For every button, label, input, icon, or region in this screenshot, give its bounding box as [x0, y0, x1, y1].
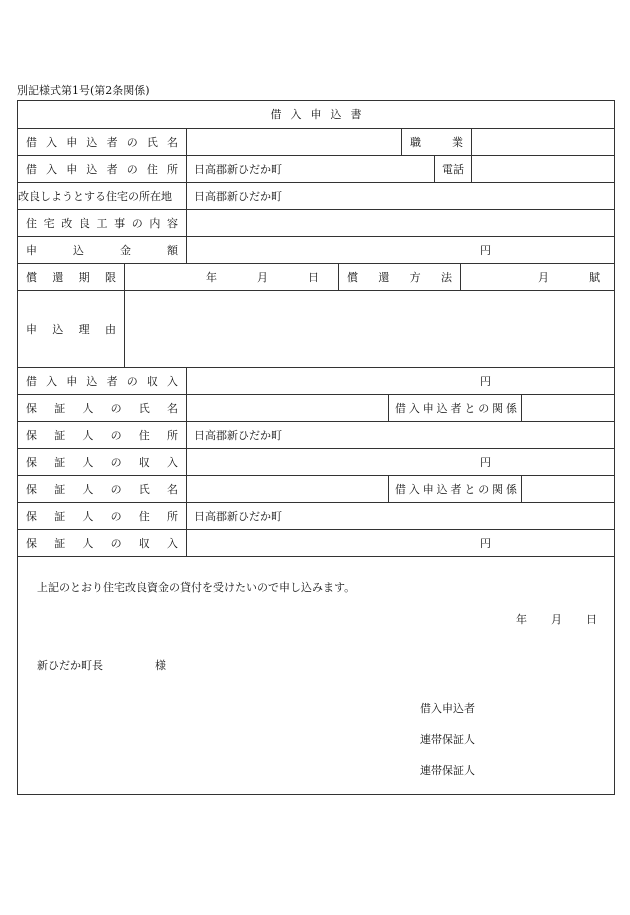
guarantor-2-relation-field[interactable] [521, 476, 614, 502]
guarantor-1-name-row [18, 394, 614, 421]
guarantor-2-name-label: 保 証 人 の 氏 名 [26, 483, 178, 496]
guarantor-2-address-label: 保 証 人 の 住 所 [26, 510, 178, 523]
guarantor-1-income-field[interactable]: 円 [186, 449, 614, 475]
guarantor-1-address-row [18, 421, 614, 448]
reason-row [18, 290, 614, 367]
signatory-guarantor-2: 連帯保証人 [420, 764, 475, 777]
signatory-applicant: 借入申込者 [420, 702, 475, 715]
applicant-address-row [18, 155, 614, 182]
mayor-addressee: 新ひだか町長 [37, 659, 103, 672]
signatory-guarantor-1: 連帯保証人 [420, 733, 475, 746]
repay-method-label: 償 還 方 法 [338, 264, 460, 290]
guarantor-2-income-field[interactable]: 円 [186, 530, 614, 556]
repay-period-label: 償 還 期 限 [26, 271, 116, 284]
guarantor-1-relation-label: 借 入 申 込 者 と の 関 係 [388, 395, 521, 421]
reason-field[interactable] [124, 291, 614, 367]
amount-field[interactable]: 円 [186, 237, 614, 263]
applicant-address-label: 借 入 申 込 者 の 住 所 [26, 163, 178, 176]
work-content-field[interactable] [186, 210, 614, 236]
guarantor-2-relation-label: 借 入 申 込 者 と の 関 係 [388, 476, 521, 502]
guarantor-1-name-label: 保 証 人 の 氏 名 [26, 402, 178, 415]
improve-location-field[interactable]: 日高郡新ひだか町 [186, 183, 614, 209]
reason-label: 申 込 理 由 [26, 323, 116, 336]
guarantor-1-address-label: 保 証 人 の 住 所 [26, 429, 178, 442]
declaration-date[interactable]: 年 月 日 [516, 613, 597, 626]
form-caption: 別記様式第1号(第2条関係) [17, 84, 150, 97]
guarantor-1-income-row [18, 448, 614, 475]
application-form [17, 100, 615, 795]
guarantor-2-address-field[interactable]: 日高郡新ひだか町 [186, 503, 614, 529]
repay-method-field[interactable]: 月 賦 [460, 264, 614, 290]
improve-location-label: 改良しようとする住宅の所在地 [18, 190, 172, 203]
improve-location-row [18, 182, 614, 209]
guarantor-2-name-row [18, 475, 614, 502]
guarantor-1-name-field[interactable] [186, 395, 388, 421]
repayment-row [18, 263, 614, 290]
work-content-label: 住 宅 改 良 工 事 の 内 容 [26, 217, 178, 230]
amount-label: 申 込 金 額 [26, 244, 178, 257]
guarantor-2-income-row [18, 529, 614, 556]
title-row [18, 101, 614, 127]
applicant-name-label: 借 入 申 込 者 の 氏 名 [26, 136, 178, 149]
applicant-address-field[interactable]: 日高郡新ひだか町 [186, 156, 434, 182]
guarantor-1-income-label: 保 証 人 の 収 入 [26, 456, 178, 469]
honorific-sama: 様 [155, 659, 166, 672]
form-title: 借入申込書 [270, 108, 371, 121]
guarantor-2-name-field[interactable] [186, 476, 388, 502]
occupation-label: 職 業 [401, 129, 471, 155]
applicant-income-row [18, 367, 614, 394]
repay-period-field[interactable]: 年 月 日 [124, 264, 338, 290]
applicant-name-row [18, 128, 614, 155]
phone-field[interactable] [471, 156, 614, 182]
occupation-field[interactable] [471, 129, 614, 155]
guarantor-1-relation-field[interactable] [521, 395, 614, 421]
work-content-row [18, 209, 614, 236]
guarantor-1-address-field[interactable]: 日高郡新ひだか町 [186, 422, 614, 448]
declaration-text: 上記のとおり住宅改良資金の貸付を受けたいので申し込みます。 [37, 581, 356, 594]
applicant-income-field[interactable]: 円 [186, 368, 614, 394]
amount-row [18, 236, 614, 263]
guarantor-2-address-row [18, 502, 614, 529]
phone-label: 電話 [434, 156, 471, 182]
declaration-section [18, 556, 614, 795]
applicant-name-field[interactable] [186, 129, 401, 155]
guarantor-2-income-label: 保 証 人 の 収 入 [26, 537, 178, 550]
applicant-income-label: 借 入 申 込 者 の 収 入 [26, 375, 178, 388]
